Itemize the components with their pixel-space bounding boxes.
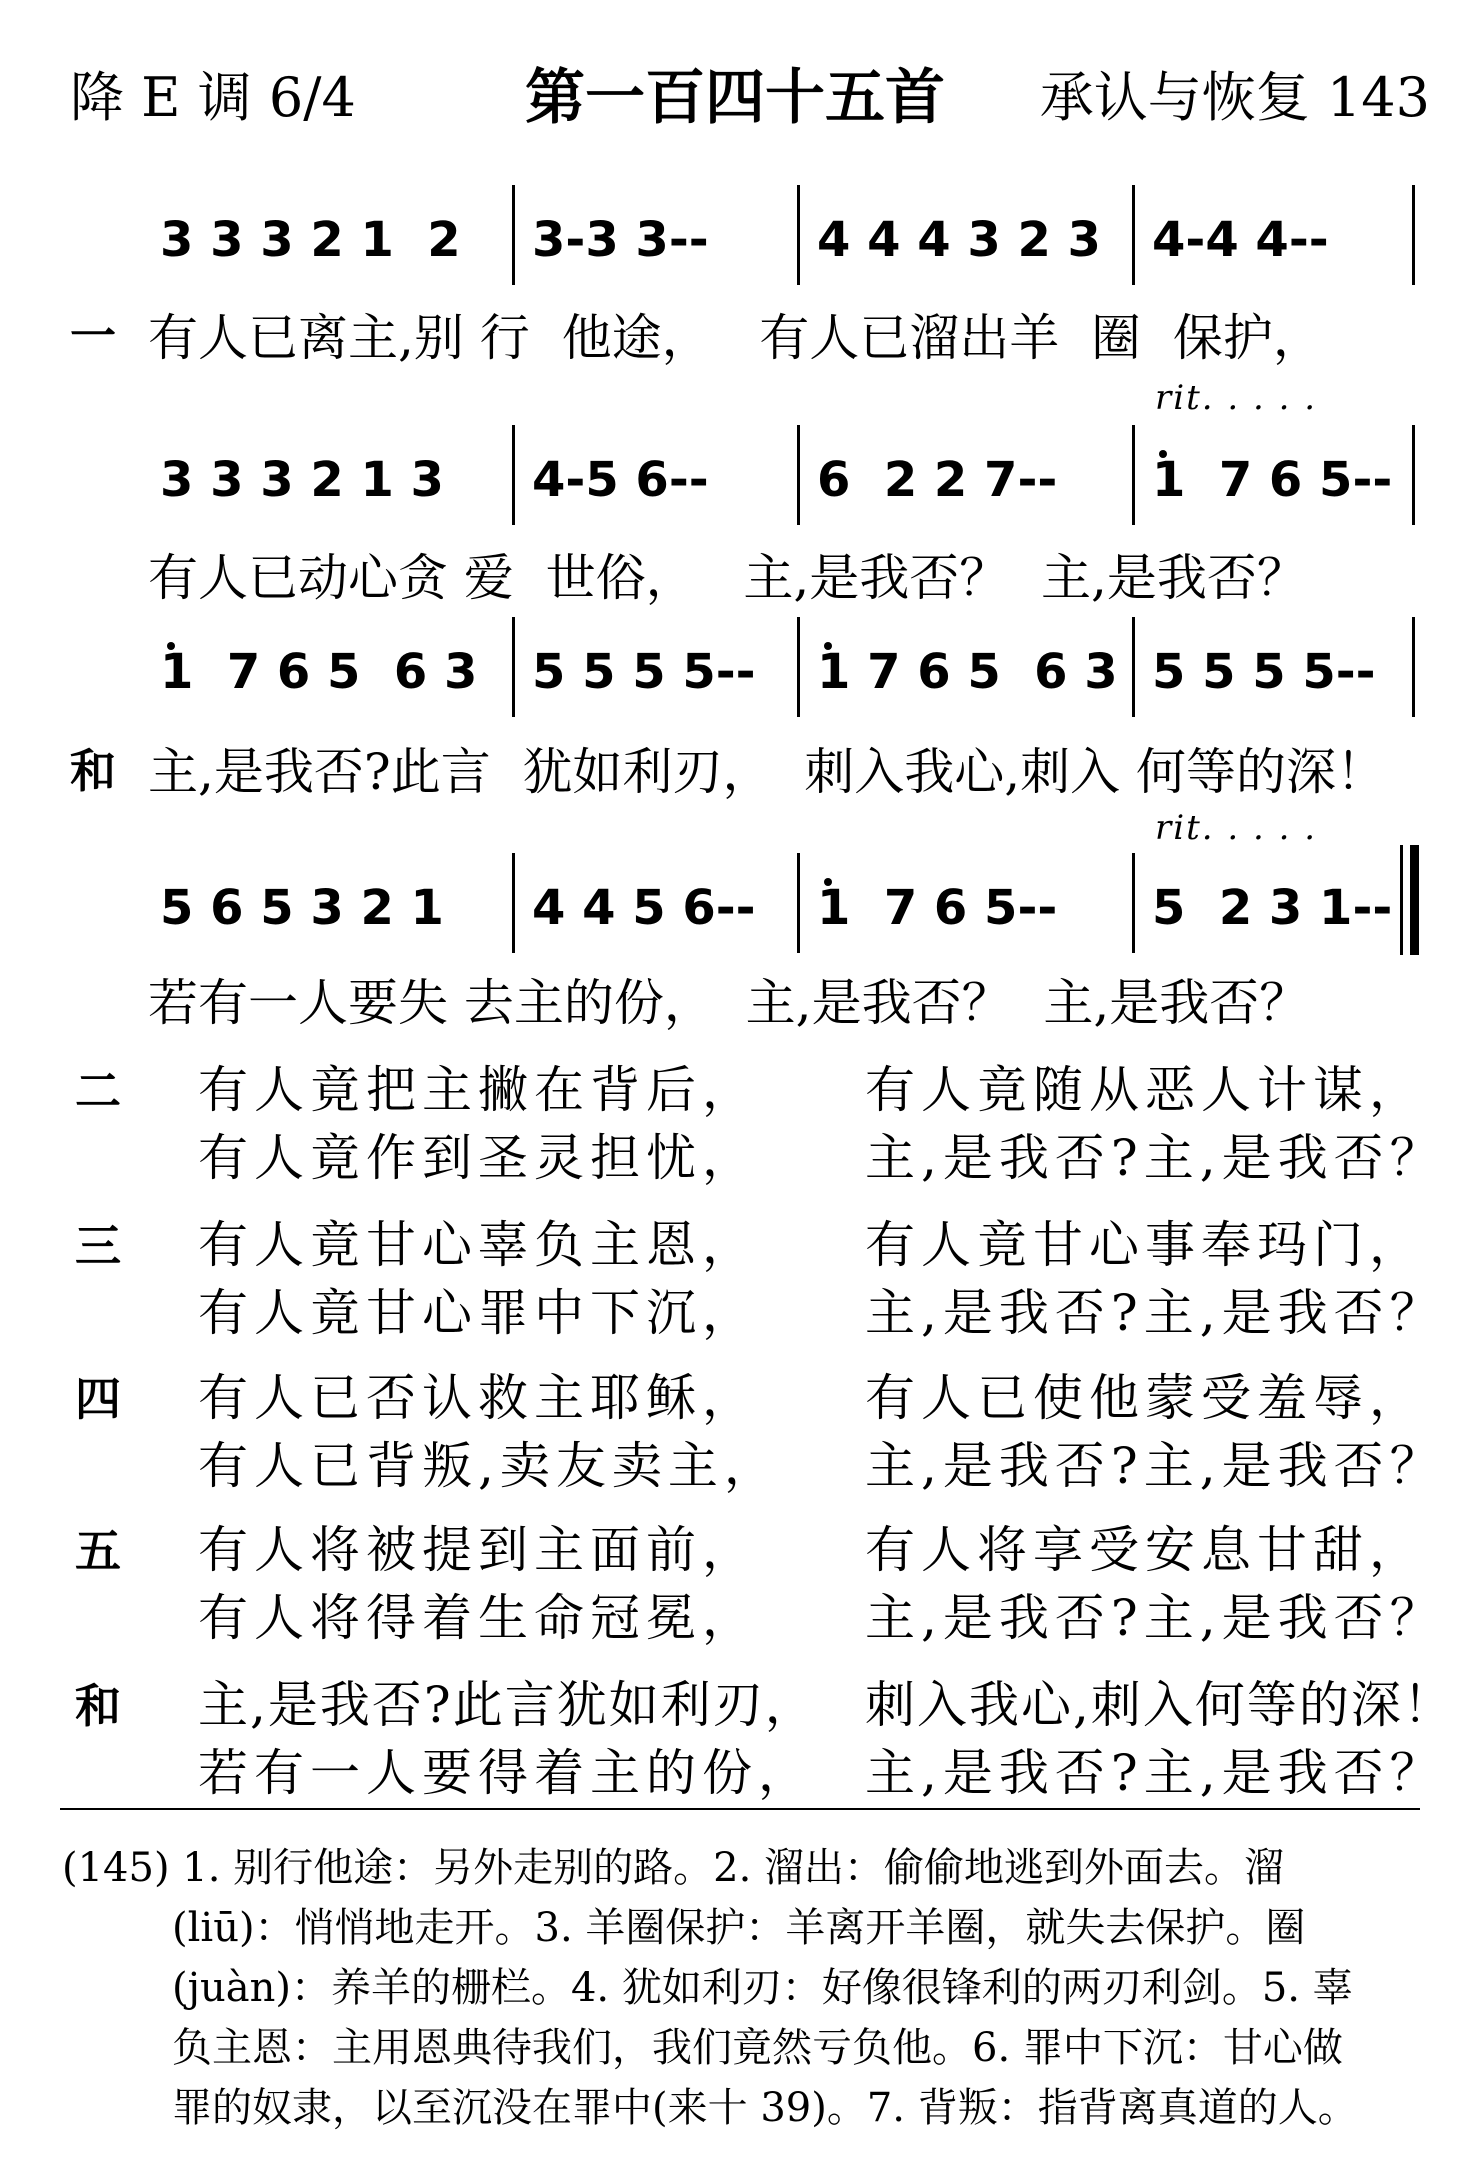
final-barline-thin [1400, 845, 1403, 955]
verse-line: 主,是我否?主,是我否？ [865, 1589, 1446, 1647]
barline [1132, 425, 1135, 525]
final-barline-thick [1410, 845, 1419, 955]
verse-line: 有人将被提到主面前， [198, 1521, 758, 1579]
verse-label: 一 [70, 309, 116, 363]
measure: 6 2 2 7-- [817, 452, 1058, 508]
verse-line: 有人竟随从恶人计谋， [865, 1061, 1425, 1119]
footnote-line: 负主恩：主用恩典待我们，我们竟然亏负他。6. 罪中下沉：甘心做 [172, 2025, 1343, 2071]
verse-line: 有人已使他蒙受羞辱， [865, 1369, 1425, 1427]
verse-line: 有人已否认救主耶稣， [198, 1369, 758, 1427]
verse-line: 若有一人要得着主的份， [198, 1744, 814, 1802]
verse-line: 有人将得着生命冠冕， [198, 1589, 758, 1647]
measure: 5 5 5 5-- [1152, 644, 1376, 700]
barline [797, 425, 800, 525]
verse-line: 刺入我心,刺入何等的深！ [865, 1676, 1455, 1734]
verse-line: 有人竟甘心事奉玛门， [865, 1216, 1425, 1274]
verse-label: 三 [75, 1219, 121, 1273]
measure: 1 7 6 5-- [1152, 452, 1393, 508]
verse-label: 二 [75, 1064, 121, 1118]
barline [1412, 425, 1415, 525]
verse-line: 主,是我否?主,是我否？ [865, 1284, 1446, 1342]
measure: 3 3 3 2 1 2 [160, 212, 461, 268]
verse-line: 有人将享受安息甘甜， [865, 1521, 1425, 1579]
measure: 4 4 5 6-- [532, 880, 756, 936]
measure: 4-4 4-- [1152, 212, 1329, 268]
measure: 5 5 5 5-- [532, 644, 756, 700]
ritardando-mark: rit. . . . . [1155, 808, 1318, 848]
footnote-line: (145) 1. 别行他途：另外走别的路。2. 溜出：偷偷地逃到外面去。溜 [62, 1845, 1285, 1891]
measure: 4 4 4 3 2 3 [817, 212, 1101, 268]
barline [797, 617, 800, 717]
barline [1412, 617, 1415, 717]
footnote-line: (liū)：悄悄地走开。3. 羊圈保护：羊离开羊圈，就失去保护。圈 [172, 1905, 1306, 1951]
hymn-reference: 承认与恢复 143 [1039, 66, 1430, 129]
lyric-line: 有人已离主,别 行 他途， 有人已溜出羊 圈 保护， [148, 309, 1323, 367]
barline [797, 853, 800, 953]
barline [512, 617, 515, 717]
verse-line: 主,是我否?此言犹如利刃， [198, 1676, 817, 1734]
measure: 5 2 3 1-- [1152, 880, 1393, 936]
verse-line: 有人竟甘心辜负主恩， [198, 1216, 758, 1274]
barline [1132, 617, 1135, 717]
barline [512, 185, 515, 285]
verse-line: 有人竟把主撇在背后， [198, 1061, 758, 1119]
hymn-title: 第一百四十五首 [525, 63, 945, 133]
verse-line: 有人竟作到圣灵担忧， [198, 1129, 758, 1187]
chorus-label: 和 [70, 744, 116, 798]
measure: 1 7 6 5 6 3 [817, 644, 1118, 700]
lyric-line: 主,是我否?此言 犹如利刃， 刺入我心,刺入 何等的深！ [148, 743, 1387, 801]
measure: 1 7 6 5 6 3 [160, 644, 478, 700]
verse-line: 有人已背叛,卖友卖主， [198, 1437, 780, 1495]
verse-label: 四 [75, 1372, 121, 1426]
verse-line: 主,是我否?主,是我否？ [865, 1744, 1446, 1802]
divider [60, 1808, 1420, 1810]
footnote-line: 罪的奴隶，以至沉没在罪中(来十 39)。7. 背叛：指背离真道的人。 [172, 2085, 1358, 2131]
measure: 3-3 3-- [532, 212, 709, 268]
barline [512, 853, 515, 953]
verse-line: 有人竟甘心罪中下沉， [198, 1284, 758, 1342]
verse-label: 五 [75, 1524, 121, 1578]
measure: 5 6 5 3 2 1 [160, 880, 444, 936]
key-signature: 降 E 调 6/4 [70, 66, 356, 129]
barline [1132, 185, 1135, 285]
lyric-line: 若有一人要失 去主的份， 主,是我否？ 主,是我否？ [148, 974, 1310, 1032]
measure: 1 7 6 5-- [817, 880, 1058, 936]
footnote-line: (juàn)：养羊的栅栏。4. 犹如利刃：好像很锋利的两刃利剑。5. 辜 [172, 1965, 1353, 2011]
barline [512, 425, 515, 525]
verse-line: 主,是我否?主,是我否？ [865, 1129, 1446, 1187]
ritardando-mark: rit. . . . . [1155, 378, 1318, 418]
verse-line: 主,是我否?主,是我否？ [865, 1437, 1446, 1495]
chorus-label: 和 [75, 1679, 121, 1733]
barline [797, 185, 800, 285]
measure: 3 3 3 2 1 3 [160, 452, 444, 508]
barline [1132, 853, 1135, 953]
barline [1412, 185, 1415, 285]
measure: 4-5 6-- [532, 452, 709, 508]
lyric-line: 有人已动心贪 爱 世俗， 主,是我否？ 主,是我否？ [148, 549, 1307, 607]
